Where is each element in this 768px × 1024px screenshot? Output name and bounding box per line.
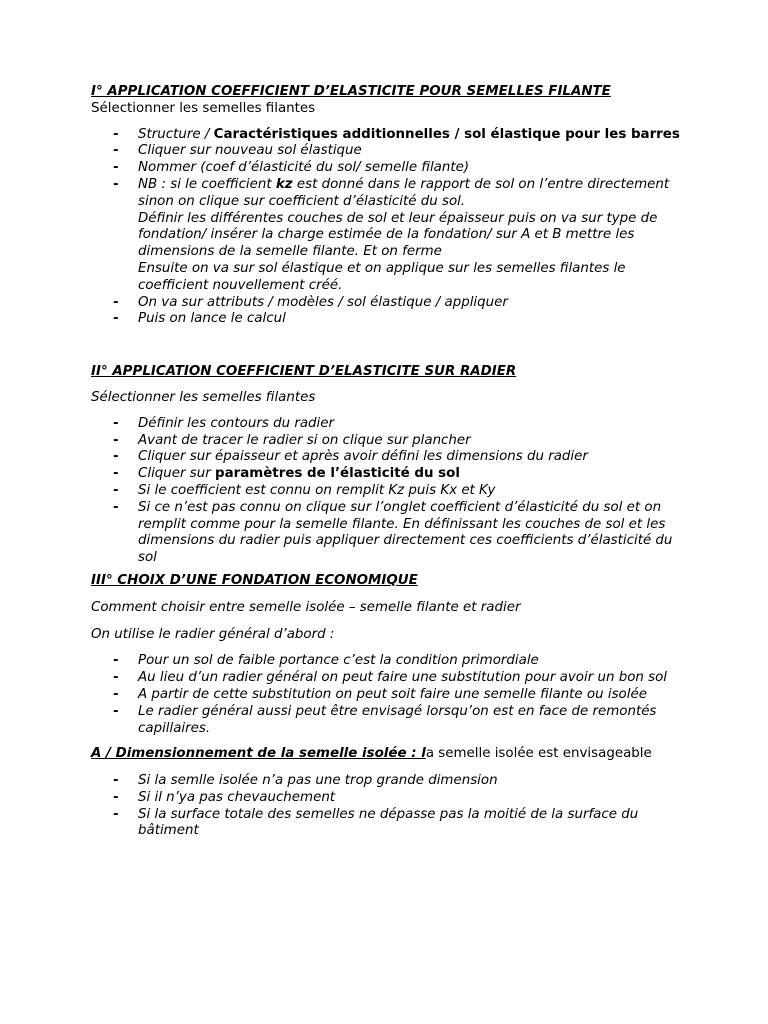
dash-bullet: - [113,311,119,327]
section-4-title-rest: a semelle isolée est envisageable [425,746,652,762]
list-item-text: A partir de cette substitution on peut soit faire une semelle filante ou isolée [138,686,647,702]
section-3-title: III° CHOIX D’UNE FONDATION ECONOMIQUE [91,572,418,588]
list-item-text: Pour un sol de faible portance c’est la condition primordiale [138,653,539,669]
list-item [91,653,691,670]
list-item [91,143,691,160]
section-3-paragraph: Comment choisir entre semelle isolée – semelle filante et radier [91,599,521,615]
dash-bullet: - [113,415,119,431]
list-item-bold-text: Caractéristiques additionnelles / sol élastique pour les barres [213,126,680,142]
list-item [91,500,691,567]
list-item [91,773,691,790]
list-item-text: On va sur attributs / modèles / sol élastique / appliquer [138,294,508,310]
list-item-text: Si il n’ya pas chevauchement [138,789,336,805]
list-item-text: Structure / [138,126,214,142]
dash-bullet: - [113,670,119,686]
list-item-text: Si le coefficient est connu on remplit Kz puis Kx et Ky [138,482,496,498]
list-item-text: Puis on lance le calcul [138,311,286,327]
list-item-text: Cliquer sur nouveau sol élastique [138,143,362,159]
list-item [91,416,691,433]
dash-bullet: - [113,499,119,515]
dash-bullet: - [113,789,119,805]
list-item [91,295,691,312]
list-item-text: Ensuite on va sur sol élastique et on applique sur les semelles filantes le coefficient nouvellement créé. [138,260,626,293]
list-item [91,687,691,704]
list-item [91,483,691,500]
list-item-text: Cliquer sur épaisseur et après avoir défini les dimensions du radier [138,449,588,465]
list-item [91,670,691,687]
section-4-title: A / Dimensionnement de la semelle isolée : l [91,746,426,762]
list-item-text: Si ce n’est pas connu on clique sur l’onglet coefficient d’élasticité du sol et on remplit comme pour la semelle filante. En définissant les couches de sol et les dimensions du radier puis appliquer directement ces coefficients d’élasticité du sol [138,499,673,566]
list-item-text: Si la semlle isolée n’a pas une trop grande dimension [138,773,498,789]
list-item-text: Cliquer sur [138,466,216,482]
section-3-list [91,653,691,737]
dash-bullet: - [113,686,119,702]
list-item-text: Au lieu d’un radier général on peut faire une substitution pour avoir un bon sol [138,670,668,686]
dash-bullet: - [113,176,119,192]
section-2-title: II° APPLICATION COEFFICIENT D’ELASTICITE SUR RADIER [91,364,517,380]
list-item [91,160,691,177]
list-item [91,127,691,144]
dash-bullet: - [113,143,119,159]
list-item [91,177,691,295]
section-1-intro: Sélectionner les semelles filantes [91,100,316,116]
dash-bullet: - [113,126,119,142]
list-item-text: NB : si le coefficient [138,176,276,192]
dash-bullet: - [113,294,119,310]
list-item [91,704,691,738]
list-item-bold-text: kz [275,176,293,192]
dash-bullet: - [113,160,119,176]
section-1-list [91,127,691,329]
list-item [91,433,691,450]
dash-bullet: - [113,449,119,465]
list-item [91,807,691,841]
dash-bullet: - [113,432,119,448]
list-item-text: Nommer (coef d’élasticité du sol/ semelle filante) [138,160,470,176]
section-4-heading [91,746,691,763]
document-page [91,84,691,840]
list-item [91,790,691,807]
section-3-paragraph: On utilise le radier général d’abord : [91,626,335,642]
list-item [91,311,691,328]
section-2-list [91,416,691,567]
dash-bullet: - [113,773,119,789]
list-item-text: Si la surface totale des semelles ne dépasse pas la moitié de la surface du bâtiment [138,806,639,839]
list-item-text: est donné dans le rapport de sol on l’entre directement sinon on clique sur coefficient d’élasticité du sol. [138,176,670,209]
dash-bullet: - [113,482,119,498]
section-1-title: I° APPLICATION COEFFICIENT D’ELASTICITE POUR SEMELLES FILANTE [91,84,611,99]
dash-bullet: - [113,466,119,482]
section-2-intro: Sélectionner les semelles filantes [91,389,316,405]
list-item-text: Avant de tracer le radier si on clique sur plancher [138,432,471,448]
list-item [91,449,691,466]
dash-bullet: - [113,653,119,669]
dash-bullet: - [113,703,119,719]
list-item [91,466,691,483]
list-item-text: Définir les différentes couches de sol et leur épaisseur puis on va sur type de fondation/ insérer la charge estimée de la fondation/ sur A et B mettre les dimensions de la semelle filante. Et on ferme [138,210,658,260]
list-item-text: Définir les contours du radier [138,415,334,431]
section-4-list [91,773,691,840]
dash-bullet: - [113,806,119,822]
list-item-bold-text: paramètres de l’élasticité du sol [215,466,460,482]
list-item-text: Le radier général aussi peut être envisagé lorsqu’on est en face de remontés capillaires. [138,703,657,736]
